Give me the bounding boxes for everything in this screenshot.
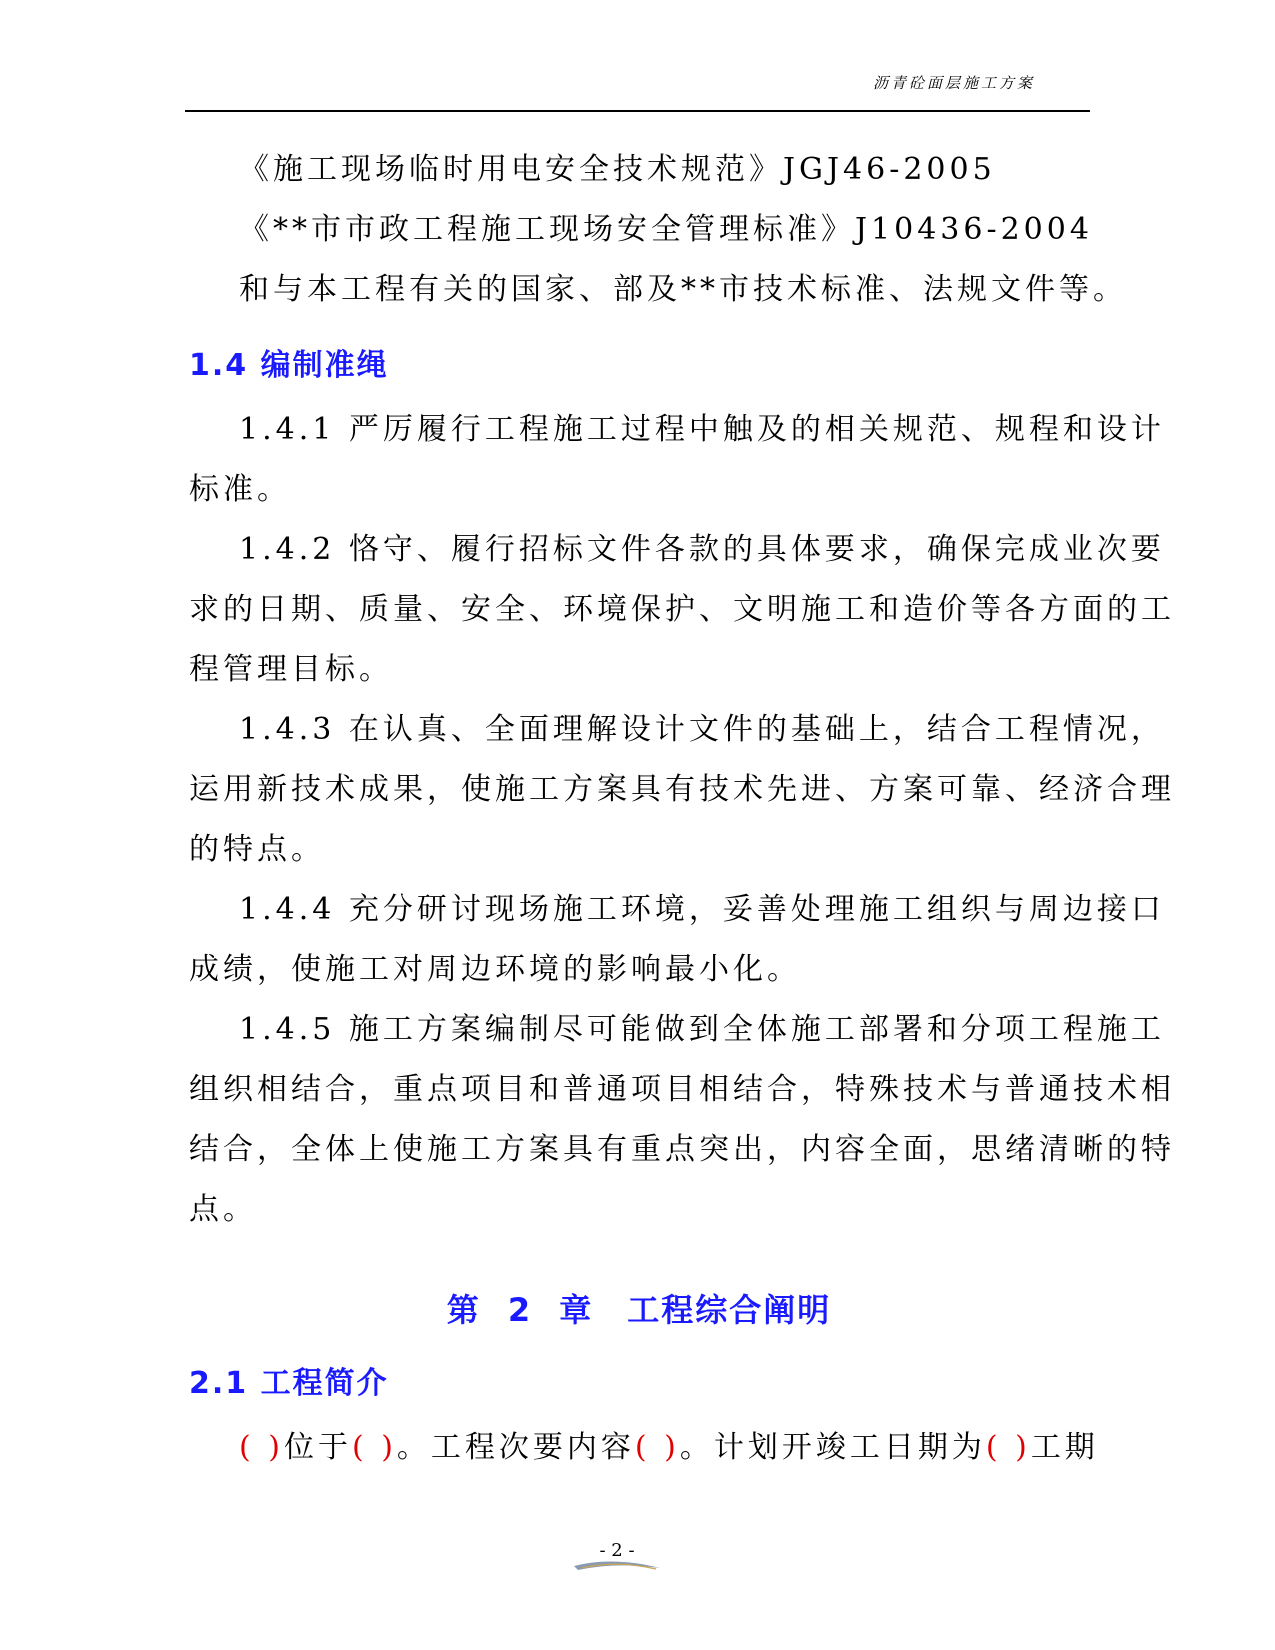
reference-line: 《施工现场临时用电安全技术规范》JGJ46-2005 — [239, 152, 996, 187]
paragraph-line: 1.4.1 严厉履行工程施工过程中触及的相关规范、规程和设计 — [239, 412, 1165, 447]
paragraph-line: 的特点。 — [189, 832, 325, 867]
section-heading-1-4: 1.4 编制准绳 — [189, 348, 389, 383]
header-rule — [185, 110, 1090, 112]
running-header-title: 沥青砼面层施工方案 — [872, 74, 1035, 92]
page-footer — [572, 1540, 662, 1574]
page-number: - 2 - — [599, 1540, 635, 1561]
text-run: 。工程次要内容 — [396, 1430, 635, 1465]
paragraph-line: 求的日期、质量、安全、环境保护、文明施工和造价等各方面的工 — [189, 592, 1175, 627]
paragraph-line: 成绩，使施工对周边环境的影响最小化。 — [189, 952, 801, 987]
paragraph-line: 程管理目标。 — [189, 652, 393, 687]
paragraph-line: 组织相结合，重点项目和普通项目相结合，特殊技术与普通技术相 — [189, 1072, 1175, 1107]
paragraph-line: 标准。 — [189, 472, 291, 507]
paragraph-line: 结合，全体上使施工方案具有重点突出，内容全面，思绪清晰的特 — [189, 1132, 1175, 1167]
chapter-title: 第 2 章 工程综合阐明 — [446, 1291, 832, 1329]
paragraph-line: 运用新技术成果，使施工方案具有技术先进、方案可靠、经济合理 — [189, 772, 1175, 807]
text-run: 位于 — [283, 1430, 352, 1465]
project-intro-line — [189, 1426, 1099, 1486]
paragraph-line: 1.4.4 充分研讨现场施工环境，妥善处理施工组织与周边接口 — [239, 892, 1165, 927]
reference-line: 和与本工程有关的国家、部及**市技术标准、法规文件等。 — [239, 272, 1127, 307]
paragraph-line: 点。 — [189, 1192, 257, 1227]
text-run: 工期 — [1030, 1430, 1099, 1465]
paragraph-line: 1.4.2 恪守、履行招标文件各款的具体要求，确保完成业次要 — [239, 532, 1165, 567]
placeholder-blank: ( ) — [239, 1430, 284, 1465]
reference-line: 《**市市政工程施工现场安全管理标准》J10436-2004 — [239, 212, 1093, 247]
placeholder-blank: ( ) — [985, 1430, 1031, 1465]
paragraph-line: 1.4.5 施工方案编制尽可能做到全体施工部署和分项工程施工 — [239, 1012, 1165, 1047]
paragraph-line: 1.4.3 在认真、全面理解设计文件的基础上，结合工程情况， — [239, 712, 1165, 747]
section-heading-2-1: 2.1 工程简介 — [189, 1366, 389, 1401]
placeholder-blank: ( ) — [351, 1430, 397, 1465]
placeholder-blank: ( ) — [634, 1430, 680, 1465]
text-run: 。计划开竣工日期为 — [679, 1430, 986, 1465]
page-body — [189, 148, 1175, 1486]
